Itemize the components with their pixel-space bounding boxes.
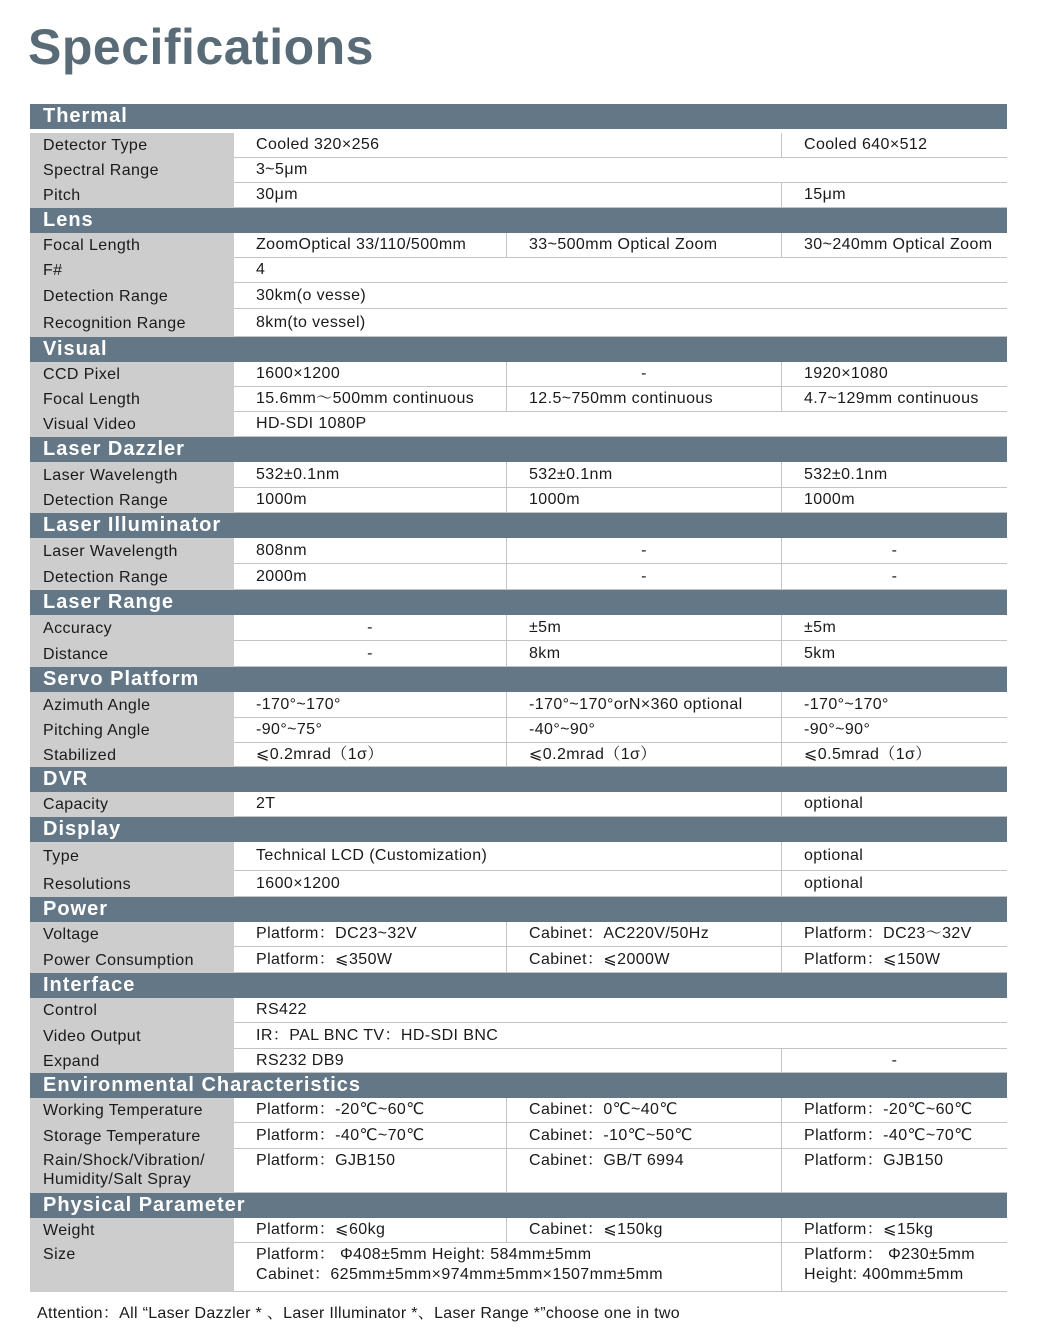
spec-value: Platform：⩽60kg — [234, 1218, 506, 1243]
spec-value-line: Platform： Φ408±5mm Height: 584mm±5mm — [256, 1246, 592, 1263]
section-header-servo-platform: Servo Platform — [30, 667, 1007, 692]
spec-value: -40°~90° — [506, 718, 781, 743]
spec-value: -90°~75° — [234, 718, 506, 743]
table-row — [30, 233, 1007, 258]
spec-value: 4 — [234, 258, 1007, 283]
table-row — [30, 158, 1007, 183]
spec-value: Platform：⩽150W — [781, 947, 1007, 973]
spec-value: - — [234, 615, 506, 641]
table-row — [30, 309, 1007, 337]
spec-value: Platform：-40℃~70℃ — [781, 1123, 1007, 1149]
table-row — [30, 1149, 1007, 1193]
spec-label: Distance — [30, 641, 234, 667]
spec-value: 33~500mm Optical Zoom — [506, 233, 781, 258]
spec-label: Pitching Angle — [30, 718, 234, 743]
spec-value: 3~5μm — [234, 158, 1007, 183]
spec-value: 1600×1200 — [234, 362, 506, 387]
spec-value-line: Height: 400mm±5mm — [804, 1266, 964, 1283]
spec-value: 5km — [781, 641, 1007, 667]
table-row — [30, 488, 1007, 513]
table-row — [30, 922, 1007, 947]
spec-value: Platform：-20℃~60℃ — [781, 1098, 1007, 1123]
spec-label: Pitch — [30, 183, 234, 208]
spec-label: Power Consumption — [30, 947, 234, 973]
spec-value: 15μm — [781, 183, 1007, 208]
spec-label: Stabilized — [30, 743, 234, 767]
spec-label: Resolutions — [30, 871, 234, 897]
section-header-thermal: Thermal — [30, 104, 1007, 129]
spec-value: ±5m — [506, 615, 781, 641]
table-row — [30, 412, 1007, 437]
table-row — [30, 564, 1007, 590]
spec-label: Expand — [30, 1049, 234, 1073]
spec-value: - — [506, 362, 781, 387]
table-row — [30, 1023, 1007, 1049]
spec-label: Control — [30, 998, 234, 1023]
spec-value: Cabinet：⩽150kg — [506, 1218, 781, 1243]
spec-label: Spectral Range — [30, 158, 234, 183]
page-title: Specifications — [28, 19, 374, 75]
spec-label: Detection Range — [30, 283, 234, 309]
spec-value: Cabinet：GB/T 6994 — [506, 1149, 781, 1193]
section-header-lens: Lens — [30, 208, 1007, 233]
section-header-power: Power — [30, 897, 1007, 922]
spec-value: 1920×1080 — [781, 362, 1007, 387]
spec-value: -90°~90° — [781, 718, 1007, 743]
table-row — [30, 641, 1007, 667]
spec-value: Platform：-20℃~60℃ — [234, 1098, 506, 1123]
spec-value: Platform：GJB150 — [781, 1149, 1007, 1193]
spec-value: 30km(o vesse) — [234, 283, 1007, 309]
spec-value: 532±0.1nm — [234, 462, 506, 488]
spec-value: 1000m — [506, 488, 781, 513]
spec-value: Platform：⩽350W — [234, 947, 506, 973]
spec-value: -170°~170°orN×360 optional — [506, 692, 781, 718]
spec-value — [781, 1243, 1007, 1292]
spec-value: Cabinet：AC220V/50Hz — [506, 922, 781, 947]
section-header-display: Display — [30, 817, 1007, 842]
spec-value: Cabinet：-10℃~50℃ — [506, 1123, 781, 1149]
spec-value: Cabinet：0℃~40℃ — [506, 1098, 781, 1123]
table-row — [30, 538, 1007, 564]
spec-value: 8km(to vessel) — [234, 309, 1007, 337]
spec-label: Laser Wavelength — [30, 538, 234, 564]
section-header-environmental-characteristics: Environmental Characteristics — [30, 1073, 1007, 1098]
spec-value: Platform：DC23～32V — [781, 922, 1007, 947]
spec-value-line: Platform： Φ230±5mm — [804, 1246, 976, 1263]
spec-value: 532±0.1nm — [506, 462, 781, 488]
spec-label: Type — [30, 842, 234, 871]
spec-value: 808nm — [234, 538, 506, 564]
spec-label: CCD Pixel — [30, 362, 234, 387]
table-row — [30, 718, 1007, 743]
spec-label: Accuracy — [30, 615, 234, 641]
spec-value: Platform：DC23~32V — [234, 922, 506, 947]
section-header-laser-dazzler: Laser Dazzler — [30, 437, 1007, 462]
table-row — [30, 133, 1007, 158]
table-row — [30, 947, 1007, 973]
spec-label: Working Temperature — [30, 1098, 234, 1123]
table-row — [30, 283, 1007, 309]
table-row — [30, 871, 1007, 897]
table-row — [30, 258, 1007, 283]
section-header-laser-illuminator: Laser Illuminator — [30, 513, 1007, 538]
spec-value: Platform：-40℃~70℃ — [234, 1123, 506, 1149]
spec-label: Detector Type — [30, 133, 234, 158]
spec-value: -170°~170° — [234, 692, 506, 718]
spec-value: RS422 — [234, 998, 1007, 1023]
section-header-visual: Visual — [30, 337, 1007, 362]
spec-value — [234, 1243, 781, 1292]
spec-label: Rain/Shock/Vibration/ Humidity/Salt Spray — [30, 1149, 234, 1193]
spec-value: 1000m — [234, 488, 506, 513]
section-header-laser-range: Laser Range — [30, 590, 1007, 615]
spec-value: 30~240mm Optical Zoom — [781, 233, 1007, 258]
spec-value: 4.7~129mm continuous — [781, 387, 1007, 412]
spec-label: Visual Video — [30, 412, 234, 437]
spec-value: 2000m — [234, 564, 506, 590]
spec-label: Weight — [30, 1218, 234, 1243]
spec-value: -170°~170° — [781, 692, 1007, 718]
spec-value: - — [506, 564, 781, 590]
table-row — [30, 743, 1007, 767]
spec-label: Video Output — [30, 1023, 234, 1049]
table-row — [30, 792, 1007, 817]
spec-label: Capacity — [30, 792, 234, 817]
table-row — [30, 1123, 1007, 1149]
table-row — [30, 1218, 1007, 1243]
spec-value: optional — [781, 792, 1007, 817]
spec-label: Recognition Range — [30, 309, 234, 337]
spec-value: ⩽0.5mrad（1σ） — [781, 743, 1007, 767]
section-header-physical-parameter: Physical Parameter — [30, 1193, 1007, 1218]
spec-label: Detection Range — [30, 488, 234, 513]
spec-value: ⩽0.2mrad（1σ） — [234, 743, 506, 767]
spec-label: Laser Wavelength — [30, 462, 234, 488]
spec-value: optional — [781, 842, 1007, 871]
spec-value: optional — [781, 871, 1007, 897]
spec-value: Technical LCD (Customization) — [234, 842, 781, 871]
spec-value: 12.5~750mm continuous — [506, 387, 781, 412]
spec-value: ±5m — [781, 615, 1007, 641]
spec-value: 532±0.1nm — [781, 462, 1007, 488]
attention-note: Attention：All “Laser Dazzler * 、Laser Illuminator *、Laser Range *”choose one in two — [37, 1305, 680, 1322]
spec-label: F# — [30, 258, 234, 283]
spec-value: Cabinet：⩽2000W — [506, 947, 781, 973]
spec-label: Detection Range — [30, 564, 234, 590]
spec-value: ZoomOptical 33/110/500mm — [234, 233, 506, 258]
spec-value: - — [781, 564, 1007, 590]
spec-label: Size — [30, 1243, 234, 1292]
table-row — [30, 362, 1007, 387]
spec-value: 1600×1200 — [234, 871, 781, 897]
table-row — [30, 462, 1007, 488]
spec-value: Cooled 640×512 — [781, 133, 1007, 158]
table-row — [30, 692, 1007, 718]
spec-value: 2T — [234, 792, 781, 817]
spec-value: 8km — [506, 641, 781, 667]
spec-value: 1000m — [781, 488, 1007, 513]
spec-value: - — [234, 641, 506, 667]
table-row — [30, 1098, 1007, 1123]
table-row — [30, 387, 1007, 412]
table-row — [30, 183, 1007, 208]
spec-value: - — [781, 1049, 1007, 1073]
spec-value-line: Cabinet：625mm±5mm×974mm±5mm×1507mm±5mm — [256, 1266, 663, 1283]
section-header-dvr: DVR — [30, 767, 1007, 792]
spec-label: Storage Temperature — [30, 1123, 234, 1149]
spec-value: 15.6mm～500mm continuous — [234, 387, 506, 412]
spec-value: ⩽0.2mrad（1σ） — [506, 743, 781, 767]
spec-label: Azimuth Angle — [30, 692, 234, 718]
table-row — [30, 1243, 1007, 1292]
spec-label: Voltage — [30, 922, 234, 947]
spec-value: 30μm — [234, 183, 781, 208]
spec-value: RS232 DB9 — [234, 1049, 781, 1073]
spec-value: - — [781, 538, 1007, 564]
spec-value: Platform：GJB150 — [234, 1149, 506, 1193]
spec-value: - — [506, 538, 781, 564]
table-row — [30, 1049, 1007, 1073]
spec-value: Platform：⩽15kg — [781, 1218, 1007, 1243]
spec-label: Focal Length — [30, 233, 234, 258]
spec-value: IR：PAL BNC TV：HD-SDI BNC — [234, 1023, 1007, 1049]
spec-label: Focal Length — [30, 387, 234, 412]
spec-value: HD-SDI 1080P — [234, 412, 1007, 437]
spec-value: Cooled 320×256 — [234, 133, 781, 158]
section-header-interface: Interface — [30, 973, 1007, 998]
table-row — [30, 615, 1007, 641]
table-row — [30, 842, 1007, 871]
table-row — [30, 998, 1007, 1023]
